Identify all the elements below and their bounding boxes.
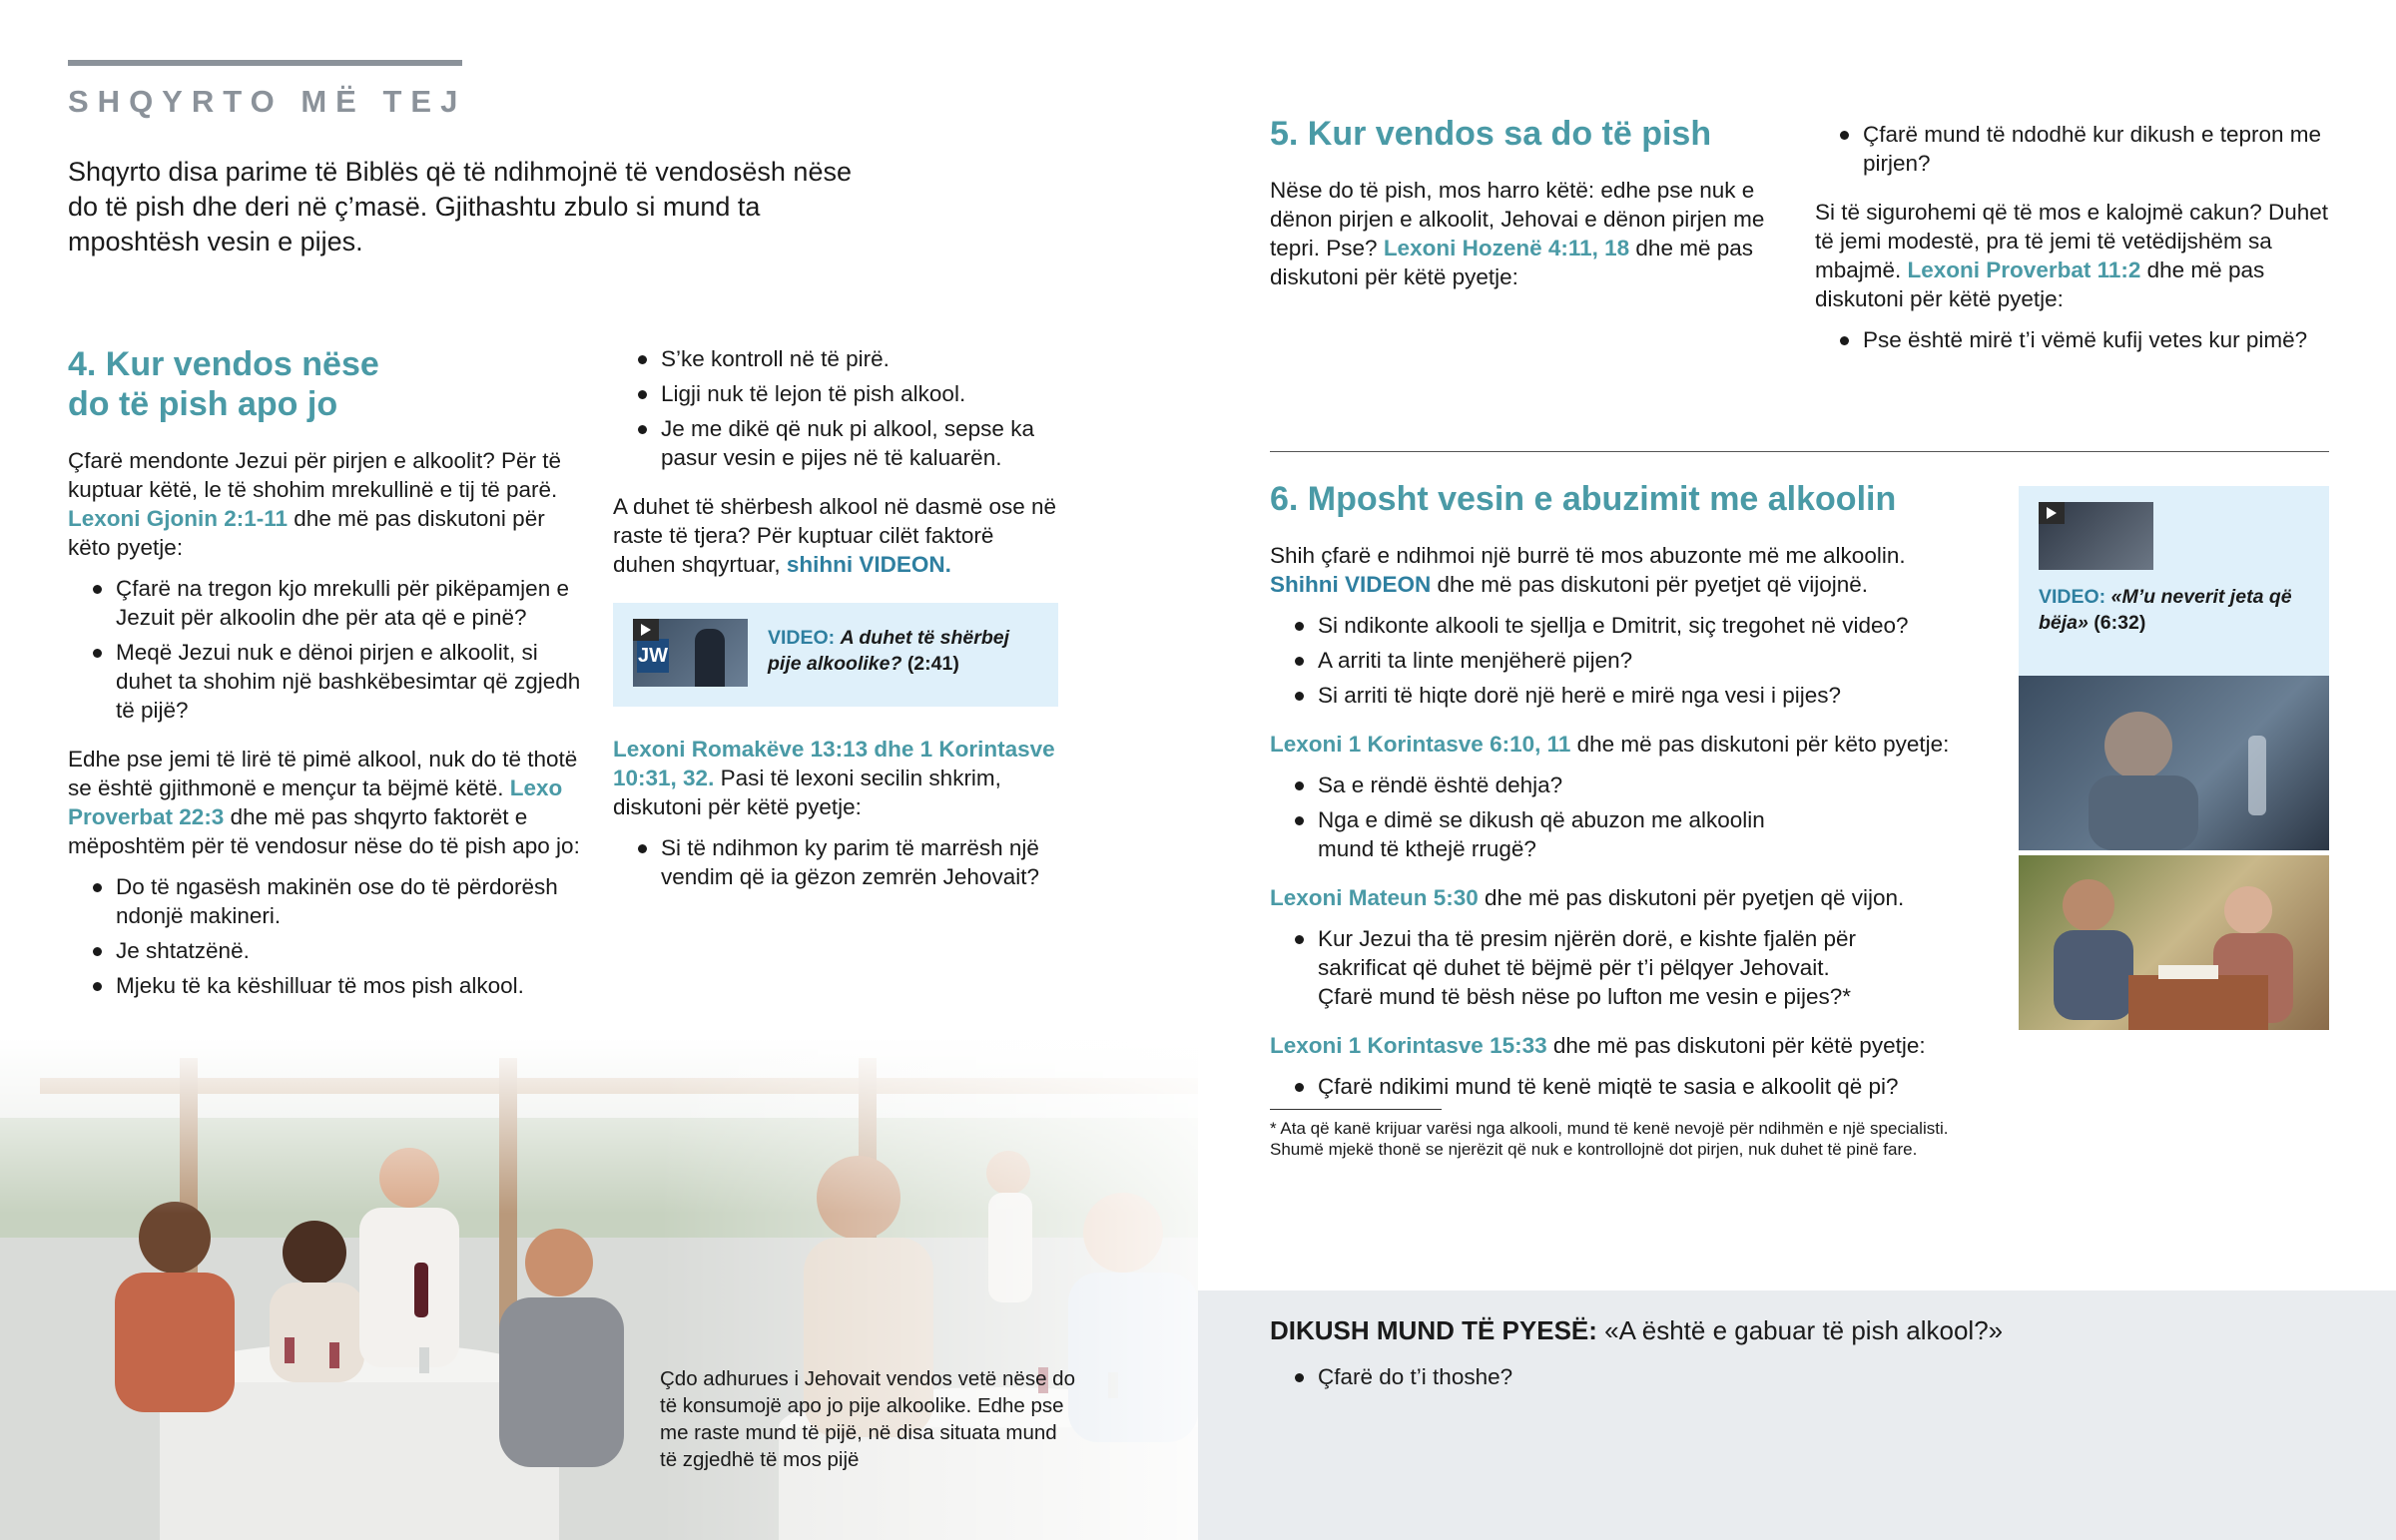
question-item: Nga e dimë se dikush që abuzon me alkoolin mund të kthejë rrugë? bbox=[1270, 805, 1789, 863]
factor-list bbox=[68, 872, 587, 1000]
intro-text: Shqyrto disa parime të Biblës që të ndihmojnë të vendosësh nëse do të pish dhe deri në ç’masë. Gjithashtu zbulo si mund ta mposhtësh vesin e pijes. bbox=[68, 157, 852, 257]
question-list-6c bbox=[1270, 924, 1889, 1011]
watch-video-link[interactable]: Shihni VIDEON bbox=[1270, 572, 1432, 597]
play-icon[interactable] bbox=[633, 619, 659, 641]
ask-section bbox=[1198, 1290, 2396, 1540]
video-title: «M’u neverit jeta që bëja» bbox=[2039, 586, 2292, 634]
section-6-title: 6. Mposht vesin e abuzimit me alkoolin bbox=[1270, 480, 1897, 518]
question-item: Si arriti të hiqte dorë një herë e mirë nga vesi i pijes? bbox=[1270, 681, 1969, 710]
section-5-column-1 bbox=[1270, 114, 1769, 291]
section-4-paragraph-4 bbox=[613, 735, 1062, 821]
illustration-caption: Çdo adhurues i Jehovait vendos vetë nëse do të konsumojë apo jo pije alkoolike. Edhe pse me raste mund të pijë, në disa situata mund të zgjedhë të mos pijë bbox=[660, 1367, 1075, 1471]
question-item: Çfarë ndikimi mund të kenë miqtë te sasia e alkoolit që pi? bbox=[1270, 1072, 1969, 1101]
play-icon[interactable] bbox=[2039, 502, 2065, 524]
jw-logo-icon: JW bbox=[637, 639, 669, 673]
man-drinking-image bbox=[2019, 676, 2329, 850]
paragraph-text: Edhe pse jemi të lirë të pimë alkool, nuk do të thotë se është gjithmonë e mençur ta bëjmë këtë. bbox=[68, 747, 578, 800]
scripture-link-john[interactable]: Lexoni Gjonin 2:1-11 bbox=[68, 506, 289, 531]
footnote-rule bbox=[1270, 1109, 1442, 1110]
factor-item: Je me dikë që nuk pi alkool, sepse ka pasur vesin e pijes në të kaluarën. bbox=[613, 414, 1062, 472]
video-caption bbox=[2039, 584, 2308, 636]
question-item: Si ndikonte alkooli te sjellja e Dmitrit, siç tregohet në video? bbox=[1270, 611, 1969, 640]
bible-study-image bbox=[2019, 855, 2329, 1030]
section-4-paragraph-3 bbox=[613, 492, 1062, 579]
factor-item: S’ke kontroll në të pirë. bbox=[613, 344, 1062, 373]
ask-list bbox=[1270, 1362, 1512, 1397]
ask-item: Çfarë do t’i thoshe? bbox=[1270, 1362, 1512, 1391]
paragraph-text: Çfarë mendonte Jezui për pirjen e alkoolit? Për të kuptuar këtë, le të shohim mrekullinë e tij të parë. bbox=[68, 448, 562, 502]
paragraph-text: dhe më pas diskutoni për pyetjet që vijojnë. bbox=[1431, 572, 1869, 597]
factor-item: Je shtatzënë. bbox=[68, 936, 587, 965]
scripture-link-1cor-6[interactable]: Lexoni 1 Korintasve 6:10, 11 bbox=[1270, 732, 1571, 757]
scripture-link-proverbs-11[interactable]: Lexoni Proverbat 11:2 bbox=[1907, 257, 2141, 282]
paragraph-text: Pasi të lexoni secilin shkrim, diskutoni për këtë pyetje: bbox=[613, 766, 1001, 819]
paragraph-text: dhe më pas diskutoni për këtë pyetje: bbox=[1815, 257, 2265, 311]
section-4-column-2 bbox=[613, 344, 1062, 897]
question-list-4 bbox=[613, 833, 1062, 891]
footnote: * Ata që kanë krijuar varësi nga alkooli, mund të kenë nevojë për ndihmën e një specialisti. Shumë mjekë thonë se njerëzit që nuk e kontrollojnë dot pirjen, nuk duhet të pinë fare. bbox=[1270, 1119, 1949, 1159]
paragraph-text: A duhet të shërbesh alkool në dasmë ose në raste të tjera? Për kuptuar cilët faktorë duhen shqyrtuar, bbox=[613, 494, 1057, 577]
section-5-paragraph-1 bbox=[1270, 176, 1769, 291]
scripture-link-hosea[interactable]: Lexoni Hozenë 4:11, 18 bbox=[1383, 236, 1630, 260]
video-caption bbox=[768, 625, 1047, 677]
scripture-link-matthew[interactable]: Lexoni Mateun 5:30 bbox=[1270, 885, 1479, 910]
video-duration: (6:32) bbox=[2094, 612, 2146, 634]
section-6-paragraph-4 bbox=[1270, 1031, 1969, 1060]
section-4-column-1 bbox=[68, 344, 587, 1006]
scripture-link-1cor-15[interactable]: Lexoni 1 Korintasve 15:33 bbox=[1270, 1033, 1547, 1058]
question-list-5a bbox=[1815, 120, 2334, 178]
paragraph-text: dhe më pas diskutoni për këtë pyetje: bbox=[1546, 1033, 1926, 1058]
scripture-link-proverbs[interactable]: Lexo Proverbat 22:3 bbox=[68, 775, 563, 829]
question-item: Si të ndihmon ky parim të marrësh një vendim që ia gëzon zemrën Jehovait? bbox=[613, 833, 1062, 891]
video-title: A duhet të shërbej pije alkoolike? bbox=[768, 627, 1009, 675]
section-title: SHQYRTO MË TEJ bbox=[68, 84, 467, 119]
question-item: Pse është mirë t’i vëmë kufij vetes kur pimë? bbox=[1815, 325, 2334, 354]
section-6-paragraph-1 bbox=[1270, 541, 1969, 599]
question-list-5b bbox=[1815, 325, 2334, 354]
section-6-paragraph-2 bbox=[1270, 730, 1969, 759]
restaurant-illustration bbox=[0, 1038, 1198, 1540]
paragraph-text: dhe më pas diskutoni për pyetjen që vijon. bbox=[1478, 885, 1905, 910]
ask-label: DIKUSH MUND TË PYESË: bbox=[1270, 1315, 1597, 1345]
video-label: VIDEO: bbox=[2039, 586, 2106, 608]
paragraph-text: Nëse do të pish, mos harro këtë: edhe pse nuk e dënon pirjen e alkoolit, Jehovai e dënon pirjen me tepri. Pse? bbox=[1270, 178, 1765, 260]
section-marker-bar bbox=[68, 60, 462, 66]
section-4-title-line2: do të pish apo jo bbox=[68, 385, 338, 423]
section-4-title bbox=[68, 344, 587, 424]
section-5-title: 5. Kur vendos sa do të pish bbox=[1270, 115, 1712, 153]
section-5-column-2 bbox=[1815, 120, 2334, 360]
scripture-link-romans[interactable]: Lexoni Romakëve 13:13 dhe 1 Korintasve 10:31, 32. bbox=[613, 737, 1055, 790]
question-item: A arriti ta linte menjëherë pijen? bbox=[1270, 646, 1969, 675]
paragraph-text: dhe më pas diskutoni për këto pyetje: bbox=[68, 506, 545, 560]
video-card-dmitri[interactable] bbox=[2019, 486, 2329, 676]
question-item: Meqë Jezui nuk e dënoi pirjen e alkoolit, si duhet ta shohim një bashkëbesimtar që zgjedh të pijë? bbox=[68, 638, 587, 725]
video-duration: (2:41) bbox=[906, 653, 959, 675]
question-item: Çfarë na tregon kjo mrekulli për pikëpamjen e Jezuit për alkoolin dhe për ata që e pinë? bbox=[68, 574, 587, 632]
section-5-paragraph-2 bbox=[1815, 198, 2334, 313]
section-4-paragraph-2 bbox=[68, 745, 587, 860]
photo-bible-study bbox=[2019, 855, 2329, 1030]
video-label: VIDEO: bbox=[768, 627, 836, 649]
paragraph-text: dhe më pas diskutoni për këto pyetje: bbox=[1570, 732, 1950, 757]
question-list-6a bbox=[1270, 611, 1969, 710]
presenter-figure bbox=[695, 629, 725, 687]
watch-video-link[interactable]: shihni VIDEON. bbox=[786, 552, 951, 577]
ask-title bbox=[1270, 1316, 2003, 1345]
video-card-serve-alcohol[interactable] bbox=[613, 603, 1058, 707]
factor-item: Ligji nuk të lejon të pish alkool. bbox=[613, 379, 1062, 408]
factor-list-continued bbox=[613, 344, 1062, 472]
question-list-6b bbox=[1270, 770, 1789, 863]
paragraph-text: dhe më pas diskutoni për këtë pyetje: bbox=[1270, 236, 1753, 289]
question-item: Sa e rëndë është dehja? bbox=[1270, 770, 1789, 799]
factor-item: Mjeku të ka këshilluar të mos pish alkool. bbox=[68, 971, 587, 1000]
section-6-paragraph-3 bbox=[1270, 883, 1969, 912]
question-list-6d bbox=[1270, 1072, 1969, 1101]
ask-question: «A është e gabuar të pish alkool?» bbox=[1604, 1315, 2004, 1345]
section-4-paragraph-1 bbox=[68, 446, 587, 562]
paragraph-text: Shih çfarë e ndihmoi një burrë të mos abuzonte më me alkoolin. bbox=[1270, 543, 1906, 568]
question-item: Kur Jezui tha të presim njërën dorë, e kishte fjalën për sakrificat që duhet të bëjmë për t’i pëlqyer Jehovait. Çfarë mund të bësh nëse po lufton me vesin e pijes?* bbox=[1270, 924, 1889, 1011]
section-4-title-line1: 4. Kur vendos nëse bbox=[68, 345, 379, 383]
section-6-column bbox=[1270, 479, 1969, 1160]
paragraph-text: Si të sigurohemi që të mos e kalojmë cakun? Duhet të jemi modestë, pra të jemi të vetëdijshëm sa mbajmë. bbox=[1815, 200, 2329, 282]
section-divider bbox=[1270, 451, 2329, 452]
question-list-1 bbox=[68, 574, 587, 725]
photo-man-drinking bbox=[2019, 676, 2329, 850]
factor-item: Do të ngasësh makinën ose do të përdorësh ndonjë makineri. bbox=[68, 872, 587, 930]
paragraph-text: dhe më pas shqyrto faktorët e mëposhtëm për të vendosur nëse do të pish apo jo: bbox=[68, 804, 580, 858]
question-item: Çfarë mund të ndodhë kur dikush e tepron me pirjen? bbox=[1815, 120, 2334, 178]
